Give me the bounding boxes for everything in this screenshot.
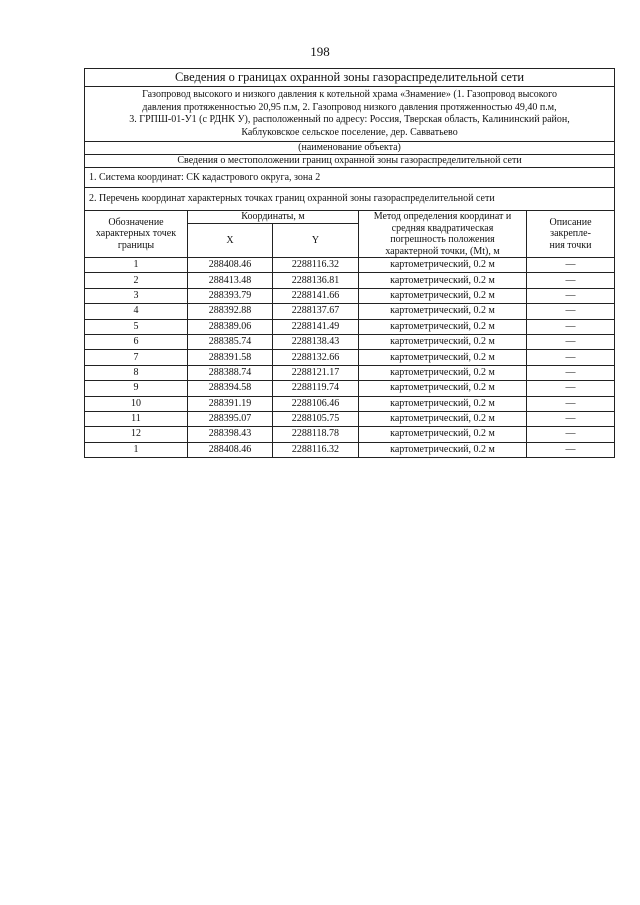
method-header bbox=[359, 211, 527, 258]
point-id: 7 bbox=[85, 350, 188, 365]
point-id: 12 bbox=[85, 427, 188, 442]
x-coordinate: 288385.74 bbox=[188, 334, 273, 349]
method: картометрический, 0.2 м bbox=[359, 381, 527, 396]
point-description: — bbox=[527, 442, 615, 457]
x-coordinate: 288398.43 bbox=[188, 427, 273, 442]
column-header-row bbox=[85, 211, 615, 224]
method: картометрический, 0.2 м bbox=[359, 427, 527, 442]
caption-row bbox=[85, 142, 615, 155]
point-description: — bbox=[527, 273, 615, 288]
y-coordinate: 2288116.32 bbox=[273, 258, 359, 273]
boundary-table bbox=[84, 68, 615, 458]
table-row bbox=[85, 411, 615, 426]
point-description: — bbox=[527, 350, 615, 365]
object-line: давления протяженностью 20,95 п.м, 2. Газопровод низкого давления протяженностью 49,40 п.м, bbox=[142, 101, 557, 113]
point-description: — bbox=[527, 334, 615, 349]
y-coordinate: 2288138.43 bbox=[273, 334, 359, 349]
table-row bbox=[85, 427, 615, 442]
title-row bbox=[85, 69, 615, 87]
point-description: — bbox=[527, 288, 615, 303]
point-id: 3 bbox=[85, 288, 188, 303]
x-coordinate: 288393.79 bbox=[188, 288, 273, 303]
table-row bbox=[85, 319, 615, 334]
location-heading: Сведения о местоположении границ охранной зоны газораспределительной сети bbox=[85, 155, 615, 168]
table-row bbox=[85, 304, 615, 319]
page-number: 198 bbox=[310, 44, 330, 59]
point-id: 2 bbox=[85, 273, 188, 288]
table-row bbox=[85, 442, 615, 457]
point-id: 1 bbox=[85, 442, 188, 457]
header-line: характерной точки, (Mt), м bbox=[385, 245, 500, 257]
header-line: средняя квадратическая bbox=[391, 222, 494, 234]
object-caption: (наименование объекта) bbox=[85, 142, 615, 155]
y-coordinate: 2288141.66 bbox=[273, 288, 359, 303]
table-row bbox=[85, 273, 615, 288]
x-coordinate: 288408.46 bbox=[188, 442, 273, 457]
points-heading: 2. Перечень координат характерных точках границ охранной зоны газораспределительной сети bbox=[85, 188, 615, 211]
x-coordinate: 288395.07 bbox=[188, 411, 273, 426]
table-row bbox=[85, 396, 615, 411]
header-line: закрепле- bbox=[550, 228, 591, 240]
header-line: характерных точек bbox=[95, 228, 177, 240]
y-coordinate: 2288132.66 bbox=[273, 350, 359, 365]
y-header: Y bbox=[273, 224, 359, 258]
point-id: 1 bbox=[85, 258, 188, 273]
table-row bbox=[85, 288, 615, 303]
x-coordinate: 288391.58 bbox=[188, 350, 273, 365]
object-description bbox=[85, 87, 615, 142]
object-row bbox=[85, 87, 615, 142]
y-coordinate: 2288137.67 bbox=[273, 304, 359, 319]
method: картометрический, 0.2 м bbox=[359, 288, 527, 303]
coordinates-header: Координаты, м bbox=[188, 211, 359, 224]
y-coordinate: 2288118.78 bbox=[273, 427, 359, 442]
x-coordinate: 288394.58 bbox=[188, 381, 273, 396]
y-coordinate: 2288105.75 bbox=[273, 411, 359, 426]
method: картометрический, 0.2 м bbox=[359, 319, 527, 334]
method: картометрический, 0.2 м bbox=[359, 273, 527, 288]
description-header bbox=[527, 211, 615, 258]
method: картометрический, 0.2 м bbox=[359, 258, 527, 273]
method: картометрический, 0.2 м bbox=[359, 442, 527, 457]
table-row bbox=[85, 258, 615, 273]
method: картометрический, 0.2 м bbox=[359, 304, 527, 319]
points-heading-row bbox=[85, 188, 615, 211]
point-description: — bbox=[527, 319, 615, 334]
point-description: — bbox=[527, 396, 615, 411]
point-id: 9 bbox=[85, 381, 188, 396]
table-row bbox=[85, 334, 615, 349]
point-id: 4 bbox=[85, 304, 188, 319]
object-line: Газопровод высокого и низкого давления к котельной храма «Знамение» (1. Газопровод высокого bbox=[142, 89, 557, 100]
y-coordinate: 2288119.74 bbox=[273, 381, 359, 396]
y-coordinate: 2288116.32 bbox=[273, 442, 359, 457]
x-coordinate: 288391.19 bbox=[188, 396, 273, 411]
x-coordinate: 288388.74 bbox=[188, 365, 273, 380]
x-coordinate: 288408.46 bbox=[188, 258, 273, 273]
object-line: 3. ГРПШ-01-У1 (с РДНК У), расположенный по адресу: Россия, Тверская область, Калининский район, bbox=[129, 114, 570, 125]
point-description: — bbox=[527, 304, 615, 319]
object-line: Каблуковское сельское поселение, дер. Савватьево bbox=[241, 126, 458, 138]
table-row bbox=[85, 365, 615, 380]
header-line: ния точки bbox=[549, 239, 592, 251]
location-heading-row bbox=[85, 155, 615, 168]
point-description: — bbox=[527, 411, 615, 426]
header-line: погрешность положения bbox=[390, 234, 495, 245]
point-id: 10 bbox=[85, 396, 188, 411]
point-description: — bbox=[527, 381, 615, 396]
method: картометрический, 0.2 м bbox=[359, 350, 527, 365]
method: картометрический, 0.2 м bbox=[359, 365, 527, 380]
table-row bbox=[85, 350, 615, 365]
coordinate-system-row bbox=[85, 168, 615, 188]
method: картометрический, 0.2 м bbox=[359, 334, 527, 349]
method: картометрический, 0.2 м bbox=[359, 396, 527, 411]
designation-header bbox=[85, 211, 188, 258]
point-description: — bbox=[527, 258, 615, 273]
x-header: X bbox=[188, 224, 273, 258]
document-title: Сведения о границах охранной зоны газораспределительной сети bbox=[85, 69, 615, 87]
point-description: — bbox=[527, 365, 615, 380]
x-coordinate: 288389.06 bbox=[188, 319, 273, 334]
table-row bbox=[85, 381, 615, 396]
y-coordinate: 2288136.81 bbox=[273, 273, 359, 288]
header-line: Описание bbox=[549, 216, 592, 228]
point-description: — bbox=[527, 427, 615, 442]
header-line: границы bbox=[117, 239, 155, 251]
y-coordinate: 2288121.17 bbox=[273, 365, 359, 380]
header-line: Метод определения координат и bbox=[373, 211, 512, 222]
point-id: 5 bbox=[85, 319, 188, 334]
y-coordinate: 2288141.49 bbox=[273, 319, 359, 334]
point-id: 6 bbox=[85, 334, 188, 349]
method: картометрический, 0.2 м bbox=[359, 411, 527, 426]
y-coordinate: 2288106.46 bbox=[273, 396, 359, 411]
point-id: 11 bbox=[85, 411, 188, 426]
point-id: 8 bbox=[85, 365, 188, 380]
x-coordinate: 288413.48 bbox=[188, 273, 273, 288]
x-coordinate: 288392.88 bbox=[188, 304, 273, 319]
header-line: Обозначение bbox=[108, 216, 164, 228]
coordinate-system: 1. Система координат: СК кадастрового округа, зона 2 bbox=[85, 168, 615, 188]
